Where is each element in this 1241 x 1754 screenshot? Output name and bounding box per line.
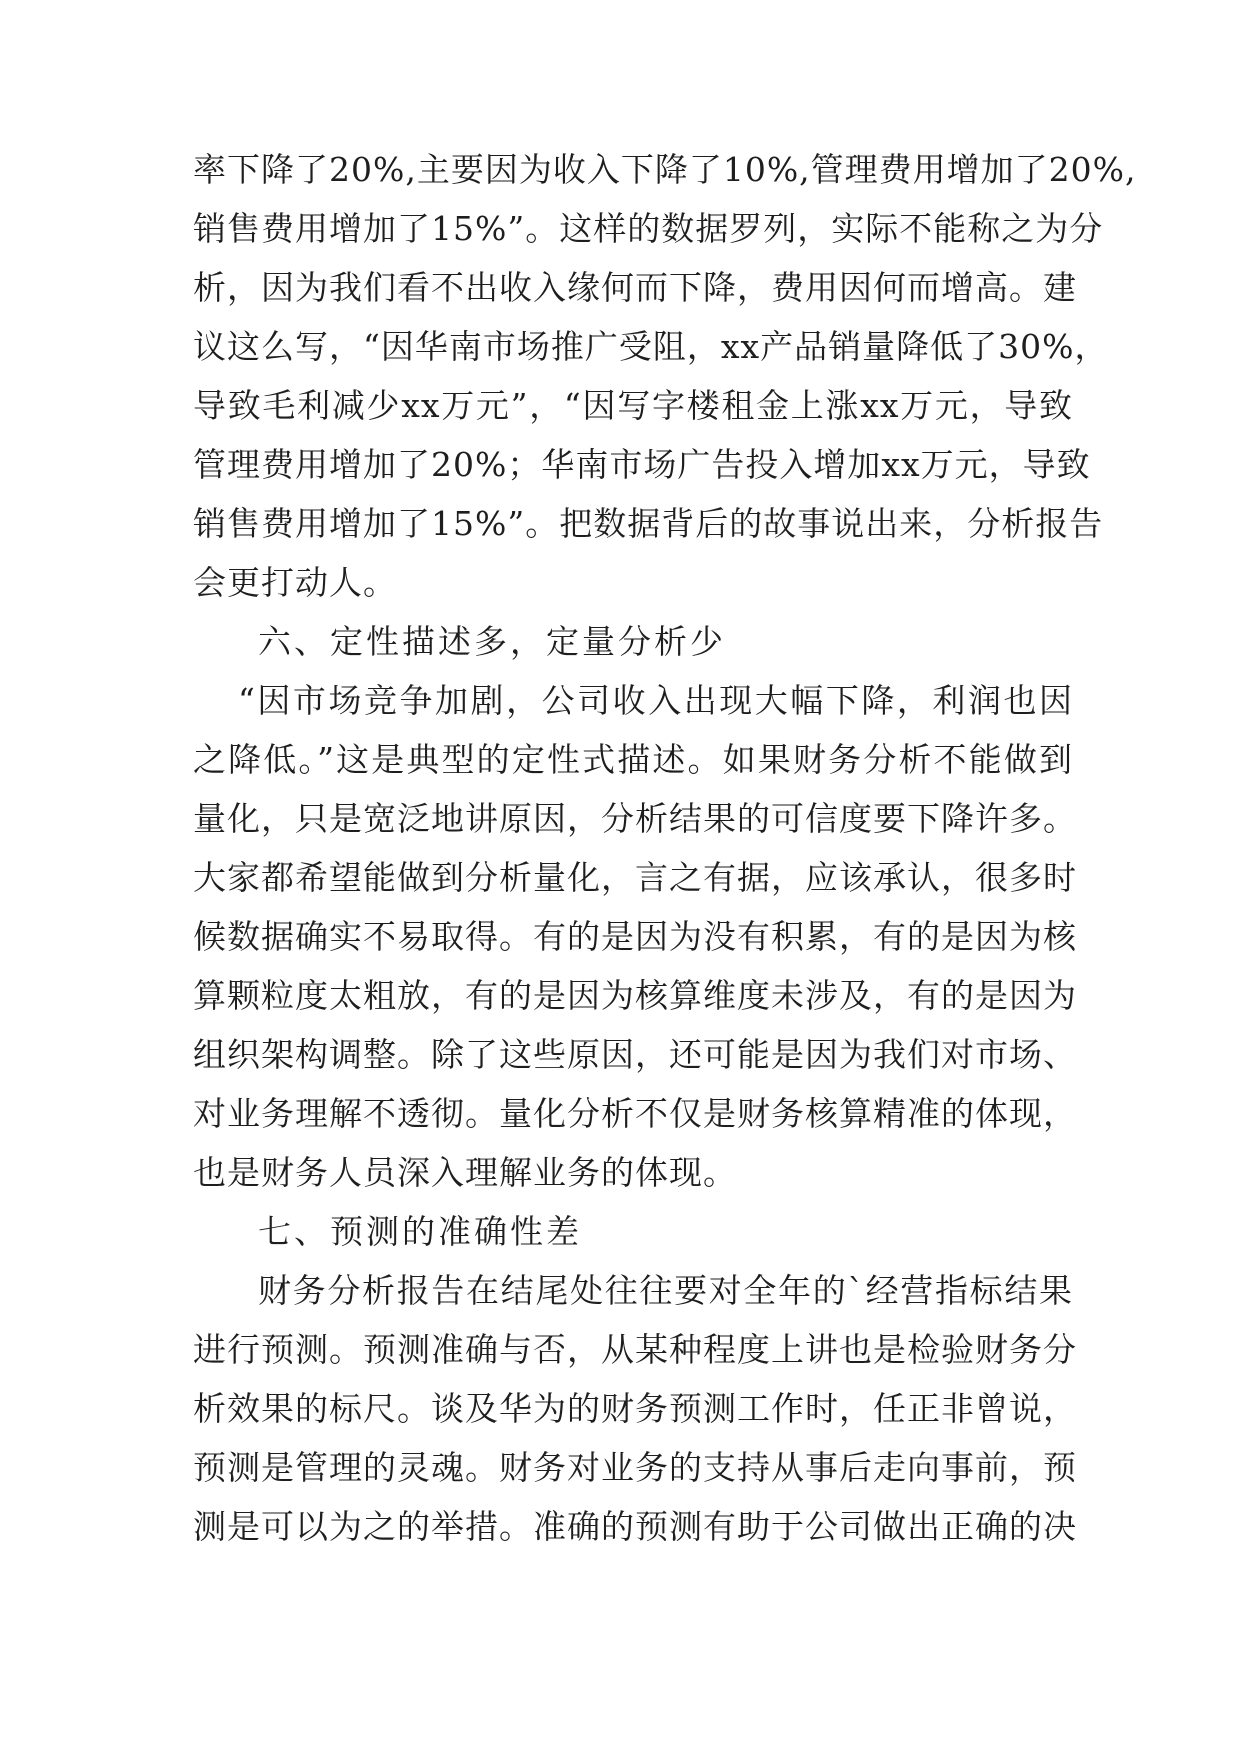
body-text-line: 财务分析报告在结尾处往往要对全年的`经营指标结果 [258, 1271, 1073, 1310]
body-text-line: 对业务理解不透彻。量化分析不仅是财务核算精准的体现， [193, 1094, 1077, 1133]
section-heading: 七、预测的准确性差 [258, 1212, 582, 1251]
body-text-line: 析效果的标尺。谈及华为的财务预测工作时，任正非曾说， [193, 1389, 1077, 1428]
body-text-line: “因市场竞争加剧，公司收入出现大幅下降，利润也因 [238, 681, 1073, 720]
section-heading: 六、定性描述多，定量分析少 [258, 622, 726, 661]
body-text-line: 销售费用增加了15%”。把数据背后的故事说出来，分析报告 [193, 504, 1104, 543]
body-text-line: 会更打动人。 [193, 563, 397, 602]
body-text-line: 预测是管理的灵魂。财务对业务的支持从事后走向事前，预 [193, 1448, 1077, 1487]
body-text-line: 进行预测。预测准确与否，从某种程度上讲也是检验财务分 [193, 1330, 1077, 1369]
body-text-line: 大家都希望能做到分析量化，言之有据，应该承认，很多时 [193, 858, 1077, 897]
body-text-line: 组织架构调整。除了这些原因，还可能是因为我们对市场、 [193, 1035, 1077, 1074]
body-text-line: 候数据确实不易取得。有的是因为没有积累，有的是因为核 [193, 917, 1077, 956]
body-text-line: 析，因为我们看不出收入缘何而下降，费用因何而增高。建 [193, 268, 1077, 307]
body-text-line: 议这么写，“因华南市场推广受阻，xx产品销量降低了30%， [193, 327, 1109, 366]
body-text-line: 量化，只是宽泛地讲原因，分析结果的可信度要下降许多。 [193, 799, 1077, 838]
body-text-line: 之降低。”这是典型的定性式描述。如果财务分析不能做到 [193, 740, 1073, 779]
body-text-line: 率下降了20%,主要因为收入下降了10%,管理费用增加了20%, [193, 150, 1137, 189]
body-text-line: 销售费用增加了15%”。这样的数据罗列，实际不能称之为分 [193, 209, 1104, 248]
body-text-line: 算颗粒度太粗放，有的是因为核算维度未涉及，有的是因为 [193, 976, 1077, 1015]
body-text-line: 导致毛利减少xx万元”，“因写字楼租金上涨xx万元，导致 [193, 386, 1073, 425]
body-text-line: 测是可以为之的举措。准确的预测有助于公司做出正确的决 [193, 1507, 1077, 1546]
body-text-line: 也是财务人员深入理解业务的体现。 [193, 1153, 737, 1192]
body-text-line: 管理费用增加了20%；华南市场广告投入增加xx万元，导致 [193, 445, 1091, 484]
